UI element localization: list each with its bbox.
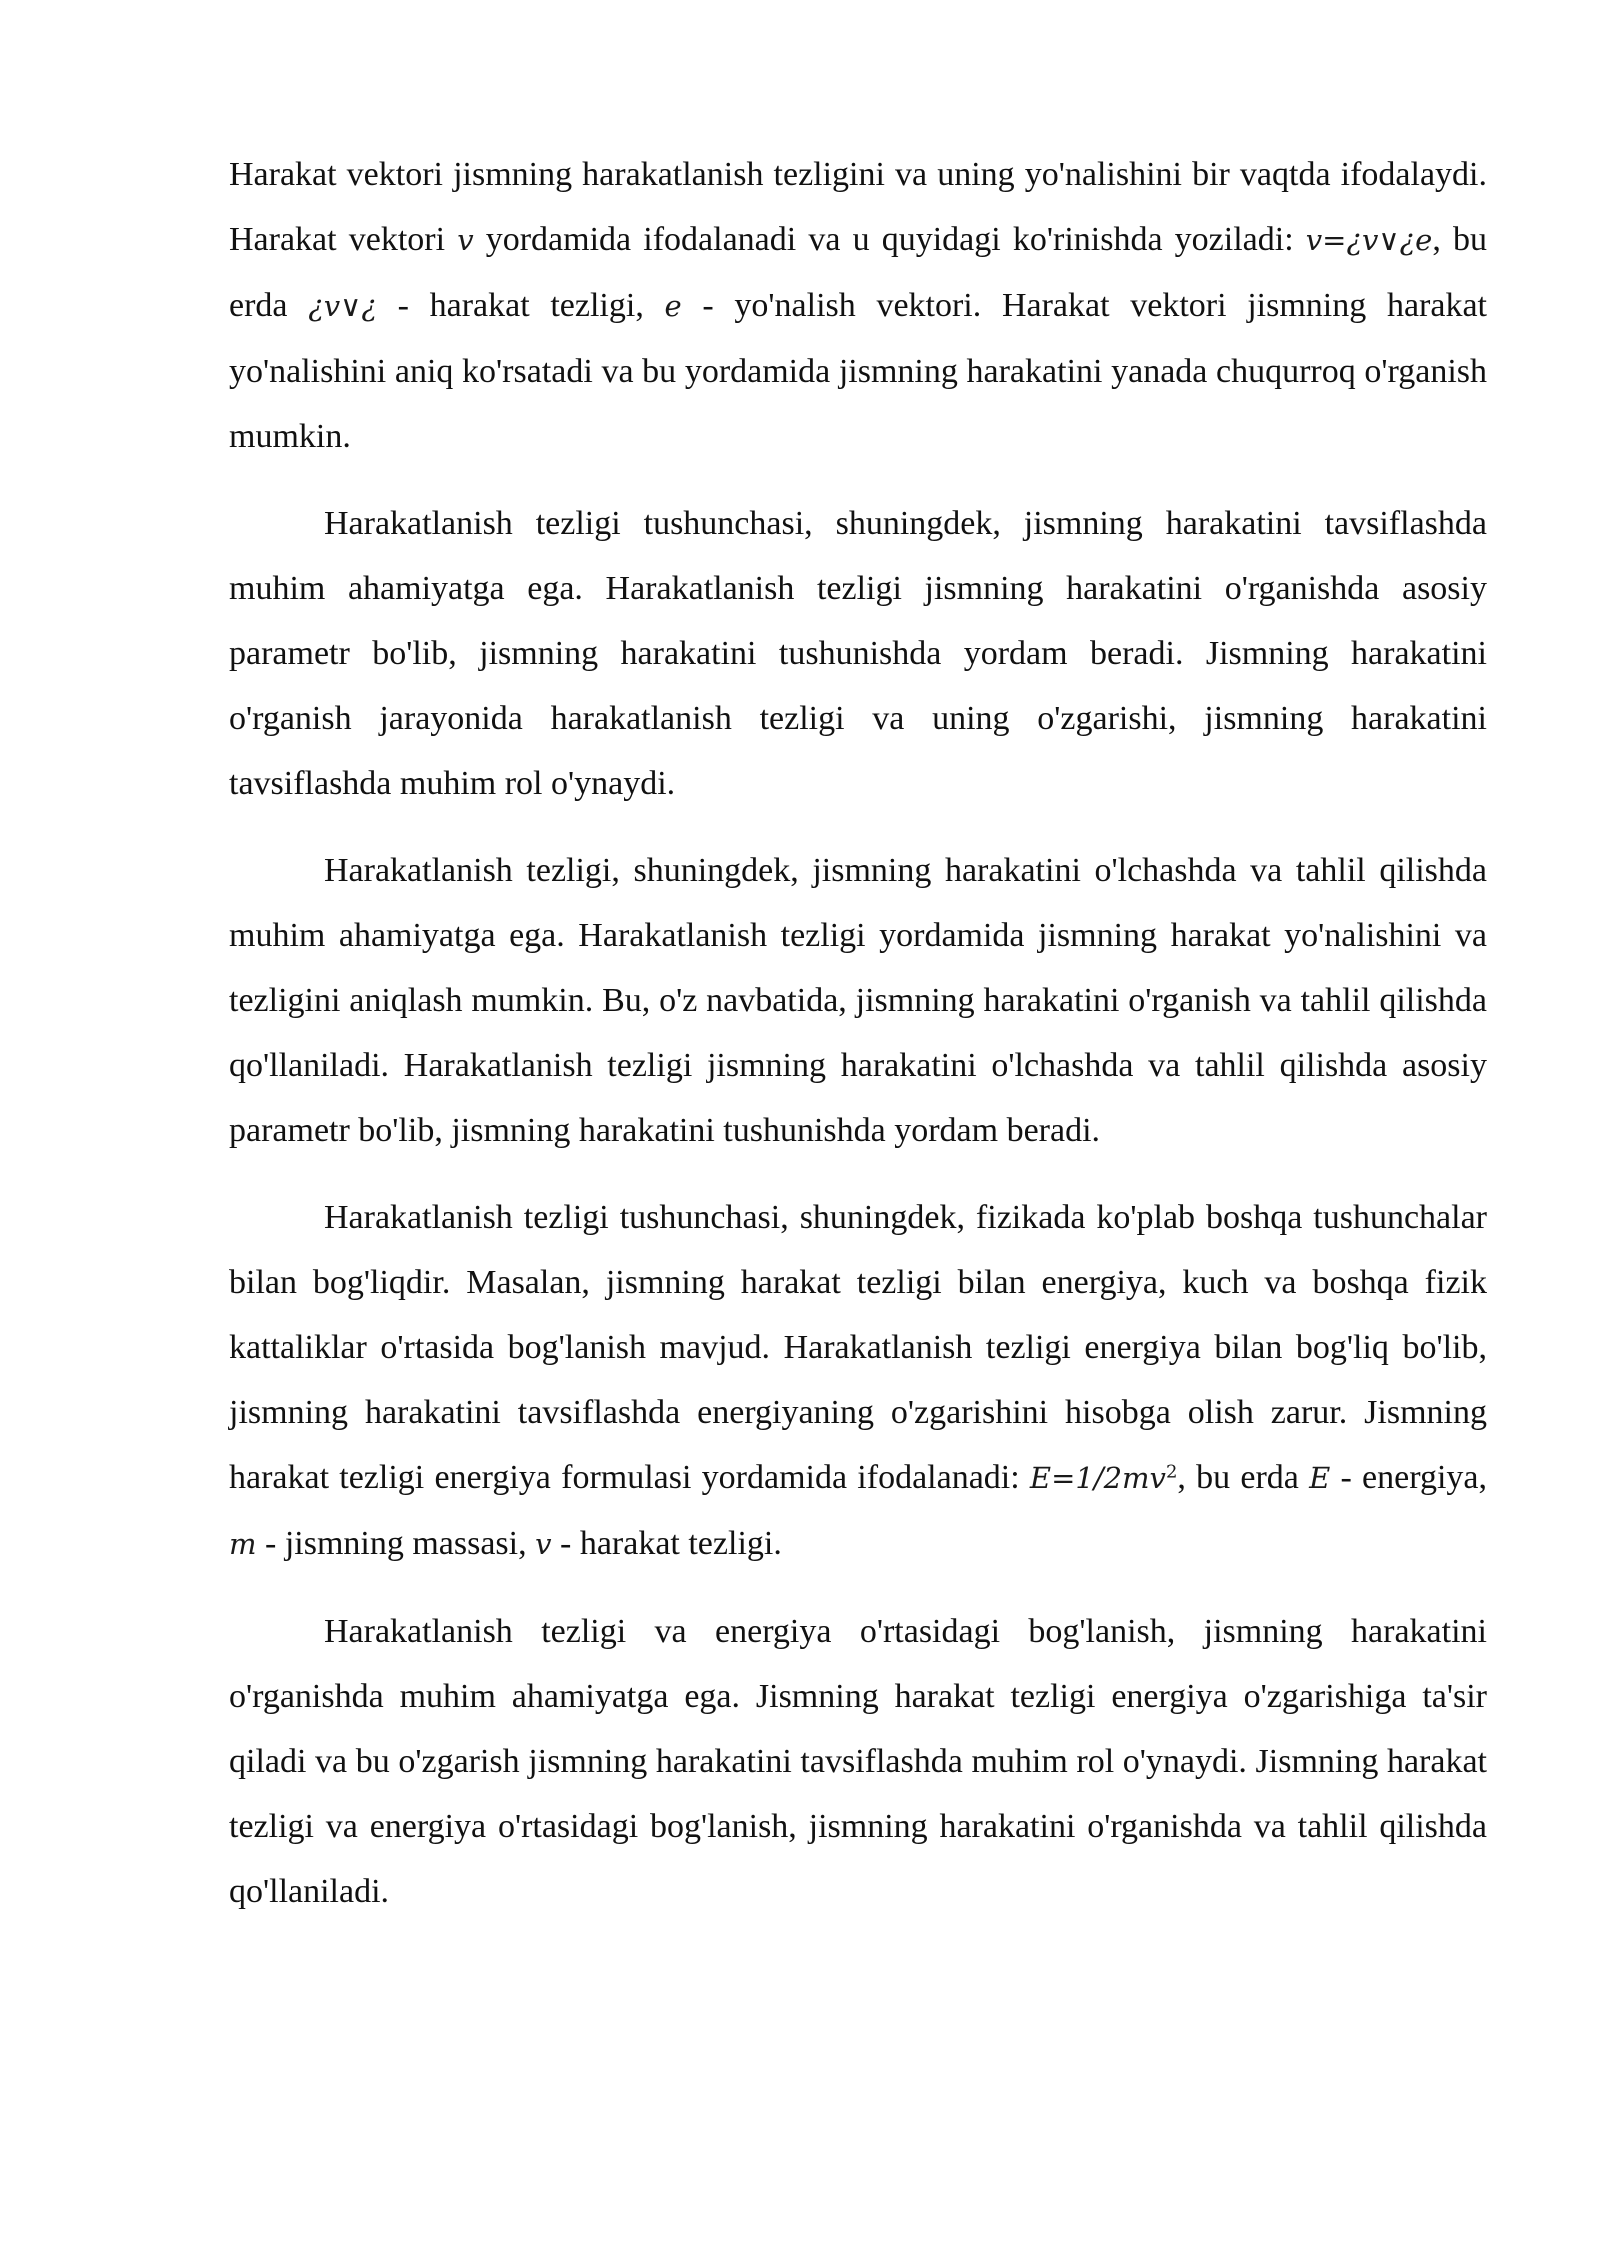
- paragraph-text: Harakatlanish tezligi tushunchasi, shuningdek, jismning harakatini tavsiflashda muhim ahamiyatga ega. Harakatlanish tezligi jismning harakatini o'rganishda asosiy parametr bo'lib, jismning harakatini tushunishda yordam beradi. Jismning harakatini o'rganish jarayonida harakatlanish tezligi va uning o'zgarishi, jismning harakatini tavsiflashda muhim rol o'ynaydi.: [229, 505, 1487, 802]
- math-variable: E: [1309, 1461, 1331, 1495]
- paragraph-text: Harakat vektori jismning harakatlanish tezligini va uning yo'nalishini bir vaqtda ifodalaydi. Harakat vektori: [229, 156, 1487, 258]
- math-formula: v=¿v∨¿e: [1305, 223, 1433, 257]
- paragraph-text: , bu erda: [229, 221, 1488, 324]
- paragraph-text: Harakatlanish tezligi va energiya o'rtasidagi bog'lanish, jismning harakatini o'rganishda muhim ahamiyatga ega. Jismning harakat tezligi energiya o'zgarishiga ta'sir qiladi va bu o'zgarish jismning harakatini tavsiflashda muhim rol o'ynaydi. Jismning harakat tezligi va energiya o'rtasidagi bog'lanish, jismning harakatini o'rganishda va tahlil qilishda qo'llaniladi.: [229, 1613, 1487, 1910]
- paragraph-text: yordamida ifodalanadi va u quyidagi ko'rinishda yoziladi:: [473, 221, 1306, 258]
- paragraph-text: Harakatlanish tezligi tushunchasi, shuningdek, fizikada ko'plab boshqa tushunchalar bilan bog'liqdir. Masalan, jismning harakat tezligi bilan energiya, kuch va boshqa fizik kattaliklar o'rtasida bog'lanish mavjud. Harakatlanish tezligi energiya bilan bog'liq bo'lib, jismning harakatini tavsiflashda energiyaning o'zgarishini hisobga olish zarur. Jismning harakat tezligi energiya formulasi yordamida ifodalanadi:: [229, 1199, 1487, 1496]
- math-variable: v: [457, 223, 474, 257]
- paragraph-text: - yo'nalish vektori. Harakat vektori jismning harakat yo'nalishini aniq ko'rsatadi va bu yordamida jismning harakatini yanada chuqurroq o'rganish mumkin.: [229, 287, 1487, 455]
- math-variable: v: [535, 1527, 552, 1561]
- energy-formula-exponent: 2: [1165, 1461, 1178, 1483]
- paragraph-3: [229, 838, 1487, 1163]
- paragraph-2: [229, 491, 1487, 816]
- paragraph-text: - harakat tezligi,: [376, 287, 665, 324]
- math-formula: ¿v∨¿: [308, 289, 377, 323]
- paragraph-4: [229, 1185, 1487, 1577]
- paragraph-text: , bu erda: [1177, 1459, 1310, 1496]
- document-body: [229, 142, 1487, 1946]
- paragraph-text: - jismning massasi,: [256, 1525, 536, 1562]
- paragraph-5: [229, 1599, 1487, 1924]
- math-variable: e: [664, 289, 682, 323]
- energy-formula-base: E=1/2mv: [1029, 1461, 1166, 1495]
- paragraph-text: Harakatlanish tezligi, shuningdek, jismning harakatini o'lchashda va tahlil qilishda muhim ahamiyatga ega. Harakatlanish tezligi yordamida jismning harakat yo'nalishini va tezligini aniqlash mumkin. Bu, o'z navbatida, jismning harakatini o'rganish va tahlil qilishda qo'llaniladi. Harakatlanish tezligi jismning harakatini o'lchashda va tahlil qilishda asosiy parametr bo'lib, jismning harakatini tushunishda yordam beradi.: [229, 852, 1487, 1149]
- paragraph-text: - harakat tezligi.: [551, 1525, 782, 1562]
- paragraph-text: - energiya,: [1330, 1459, 1487, 1496]
- paragraph-1: [229, 142, 1487, 469]
- energy-formula: [1030, 1461, 1177, 1495]
- math-variable: m: [229, 1527, 257, 1561]
